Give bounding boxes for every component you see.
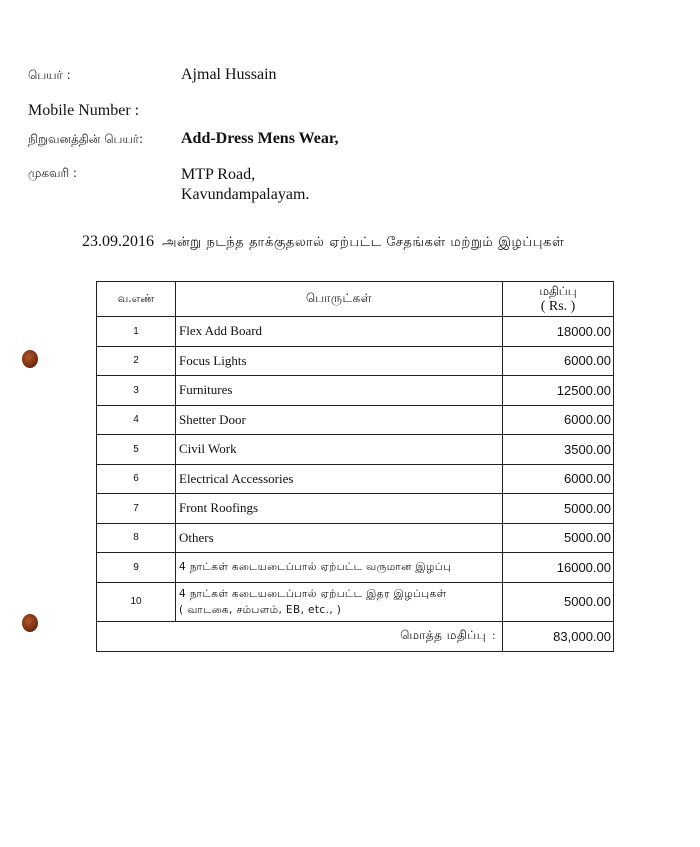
row-item-line-2: ( வாடகை, சம்பளம், EB, etc., ) [179, 603, 342, 616]
row-amount: 12500.00 [503, 376, 614, 406]
total-label: மொத்த மதிப்பு [400, 628, 487, 642]
col-header-value [503, 282, 614, 317]
document-heading [82, 233, 564, 251]
row-item [176, 582, 503, 621]
row-amount: 5000.00 [503, 582, 614, 621]
row-amount: 6000.00 [503, 405, 614, 435]
total-label-cell [97, 621, 503, 651]
row-serial: 5 [97, 435, 176, 465]
row-amount: 6000.00 [503, 346, 614, 376]
row-serial: 2 [97, 346, 176, 376]
heading-text: அன்று நடந்த தாக்குதலால் ஏற்பட்ட சேதங்கள் மற்றும் இழப்புகள் [162, 235, 565, 250]
row-item: Others [176, 523, 503, 553]
total-row [97, 621, 614, 651]
row-item: Furnitures [176, 376, 503, 406]
table-row [97, 494, 614, 524]
row-amount: 3500.00 [503, 435, 614, 465]
row-item-line-1: 4 நாட்கள் கடையடைப்பால் ஏற்பட்ட இதர இழப்புகள் [179, 587, 447, 600]
table-row [97, 523, 614, 553]
row-serial: 10 [97, 582, 176, 621]
row-item: Front Roofings [176, 494, 503, 524]
punch-hole-bottom [22, 614, 38, 632]
col-header-unit: ( Rs. ) [540, 299, 576, 314]
row-amount: 6000.00 [503, 464, 614, 494]
row-item: Focus Lights [176, 346, 503, 376]
row-serial: 8 [97, 523, 176, 553]
col-header-value-label: மதிப்பு [539, 284, 577, 298]
name-label: பெயர் : [28, 68, 71, 82]
row-serial: 9 [97, 553, 176, 583]
row-amount: 16000.00 [503, 553, 614, 583]
address-line-2: Kavundampalayam. [181, 186, 310, 203]
row-item: Civil Work [176, 435, 503, 465]
row-serial: 7 [97, 494, 176, 524]
row-serial: 3 [97, 376, 176, 406]
table-row [97, 376, 614, 406]
shop-value: Add-Dress Mens Wear, [181, 130, 339, 147]
name-value: Ajmal Hussain [181, 66, 277, 83]
row-amount: 18000.00 [503, 317, 614, 347]
row-amount: 5000.00 [503, 494, 614, 524]
table-row [97, 464, 614, 494]
col-header-items: பொருட்கள் [176, 282, 503, 317]
col-header-serial: வ.எண் [97, 282, 176, 317]
damages-table [96, 281, 614, 652]
shop-label: நிறுவனத்தின் பெயர்: [28, 132, 144, 146]
table-row [97, 346, 614, 376]
row-amount: 5000.00 [503, 523, 614, 553]
row-serial: 4 [97, 405, 176, 435]
address-label: முகவரி : [28, 166, 77, 180]
table-row [97, 435, 614, 465]
total-colon: : [492, 628, 496, 642]
table-row [97, 317, 614, 347]
incident-date: 23.09.2016 [82, 233, 154, 250]
table-row [97, 405, 614, 435]
table-row [97, 582, 614, 621]
punch-hole-top [22, 350, 38, 368]
row-serial: 6 [97, 464, 176, 494]
address-line-1: MTP Road, [181, 166, 256, 183]
row-item: Electrical Accessories [176, 464, 503, 494]
total-value: 83,000.00 [503, 621, 614, 651]
row-item: Flex Add Board [176, 317, 503, 347]
table-header-row [97, 282, 614, 317]
mobile-label: Mobile Number : [28, 102, 140, 119]
row-serial: 1 [97, 317, 176, 347]
row-item: Shetter Door [176, 405, 503, 435]
table-row [97, 553, 614, 583]
row-item: 4 நாட்கள் கடையடைப்பால் ஏற்பட்ட வருமான இழப்பு [176, 553, 503, 583]
